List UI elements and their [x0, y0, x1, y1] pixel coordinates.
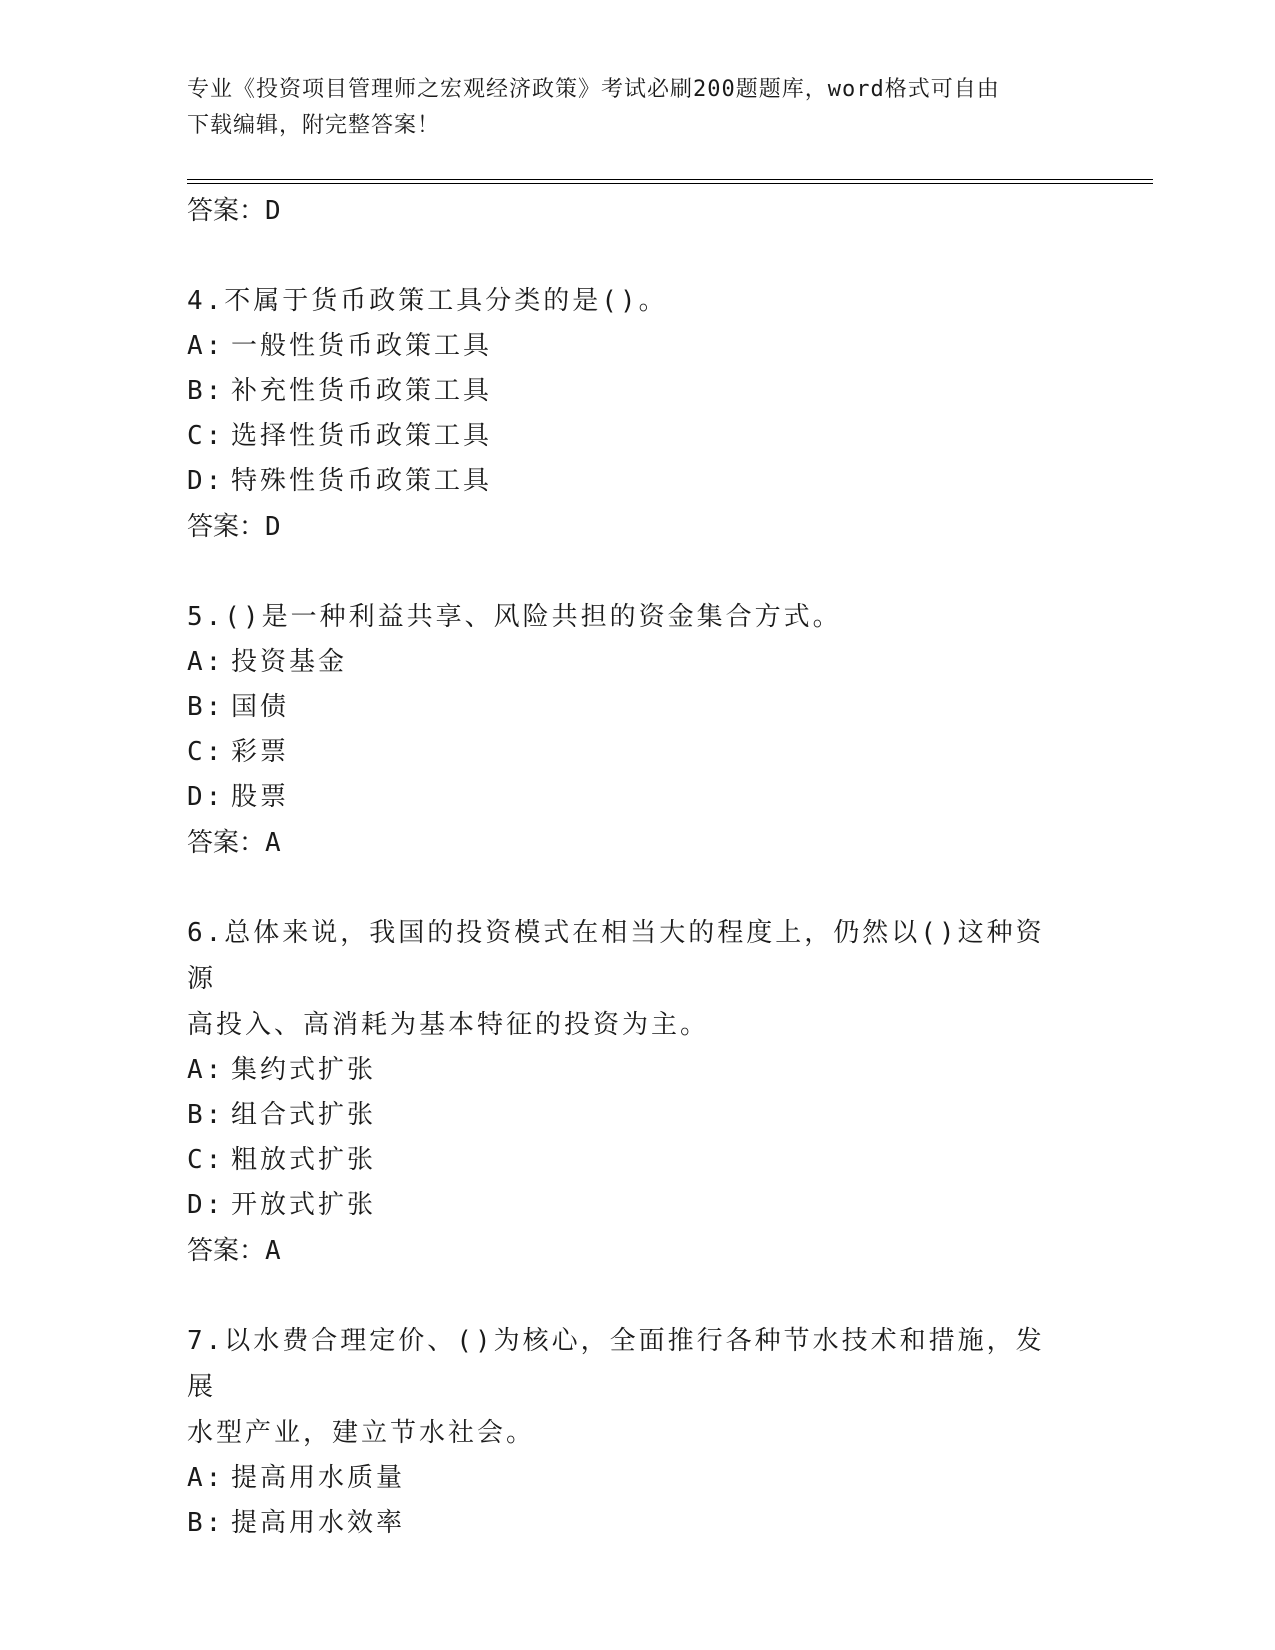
question-stem: 4.不属于货币政策工具分类的是()。 [187, 286, 668, 316]
question-stem [187, 1318, 1067, 1456]
answer-line [187, 188, 1087, 234]
option-key: B: [187, 1100, 225, 1130]
header-divider-top [187, 179, 1153, 180]
option-a [187, 640, 1087, 685]
answer-value: D [265, 196, 281, 226]
answer-label: 答案： [187, 828, 266, 858]
option-key: C: [187, 421, 225, 451]
option-text: 集约式扩张 [231, 1055, 377, 1085]
option-text: 开放式扩张 [231, 1190, 377, 1220]
document-header [187, 72, 1067, 144]
option-key: C: [187, 737, 225, 767]
answer-label: 答案： [187, 512, 266, 542]
option-text: 提高用水质量 [231, 1463, 406, 1493]
question-block [187, 1318, 1087, 1546]
option-key: A: [187, 331, 225, 361]
option-text: 粗放式扩张 [231, 1145, 377, 1175]
question-stem-line-2: 水型产业，建立节水社会。 [187, 1418, 536, 1448]
question-stem [187, 910, 1067, 1048]
option-key: A: [187, 1463, 225, 1493]
question-block [187, 910, 1087, 1274]
answer-value: A [265, 828, 281, 858]
option-b [187, 369, 1087, 414]
option-key: B: [187, 1508, 225, 1538]
option-text: 国债 [231, 692, 290, 722]
header-divider-bottom [187, 183, 1153, 184]
option-b [187, 1501, 1087, 1546]
option-b [187, 685, 1087, 730]
option-c [187, 414, 1087, 459]
option-text: 补充性货币政策工具 [231, 376, 493, 406]
option-text: 提高用水效率 [231, 1508, 406, 1538]
option-d [187, 775, 1087, 820]
question-stem-line-1: 6.总体来说，我国的投资模式在相当大的程度上，仍然以()这种资源 [187, 918, 1045, 994]
option-key: D: [187, 1190, 225, 1220]
option-text: 彩票 [231, 737, 290, 767]
question-stem-line-2: 高投入、高消耗为基本特征的投资为主。 [187, 1010, 710, 1040]
question-block [187, 594, 1087, 866]
option-a [187, 1048, 1087, 1093]
option-key: A: [187, 647, 225, 677]
option-d [187, 1183, 1087, 1228]
answer-line [187, 820, 1087, 866]
option-key: D: [187, 782, 225, 812]
option-text: 特殊性货币政策工具 [231, 466, 493, 496]
question-list [187, 188, 1087, 1546]
answer-value: A [265, 1236, 281, 1266]
question-stem: 5.()是一种利益共享、风险共担的资金集合方式。 [187, 602, 842, 632]
option-text: 一般性货币政策工具 [231, 331, 493, 361]
option-text: 股票 [231, 782, 290, 812]
question-stem-line-1: 7.以水费合理定价、()为核心，全面推行各种节水技术和措施，发展 [187, 1326, 1045, 1402]
option-key: A: [187, 1055, 225, 1085]
option-key: B: [187, 376, 225, 406]
option-c [187, 730, 1087, 775]
option-a [187, 1456, 1087, 1501]
header-line-2: 下载编辑，附完整答案！ [187, 113, 441, 138]
question-block [187, 278, 1087, 550]
header-line-1: 专业《投资项目管理师之宏观经济政策》考试必刷200题题库，word格式可自由 [187, 77, 1000, 102]
option-text: 组合式扩张 [231, 1100, 377, 1130]
option-key: B: [187, 692, 225, 722]
option-d [187, 459, 1087, 504]
option-c [187, 1138, 1087, 1183]
option-key: C: [187, 1145, 225, 1175]
option-a [187, 324, 1087, 369]
option-text: 投资基金 [231, 647, 348, 677]
option-b [187, 1093, 1087, 1138]
option-key: D: [187, 466, 225, 496]
answer-label: 答案： [187, 1236, 266, 1266]
answer-line [187, 1228, 1087, 1274]
answer-label: 答案： [187, 196, 266, 226]
option-text: 选择性货币政策工具 [231, 421, 493, 451]
answer-line [187, 504, 1087, 550]
answer-value: D [265, 512, 281, 542]
